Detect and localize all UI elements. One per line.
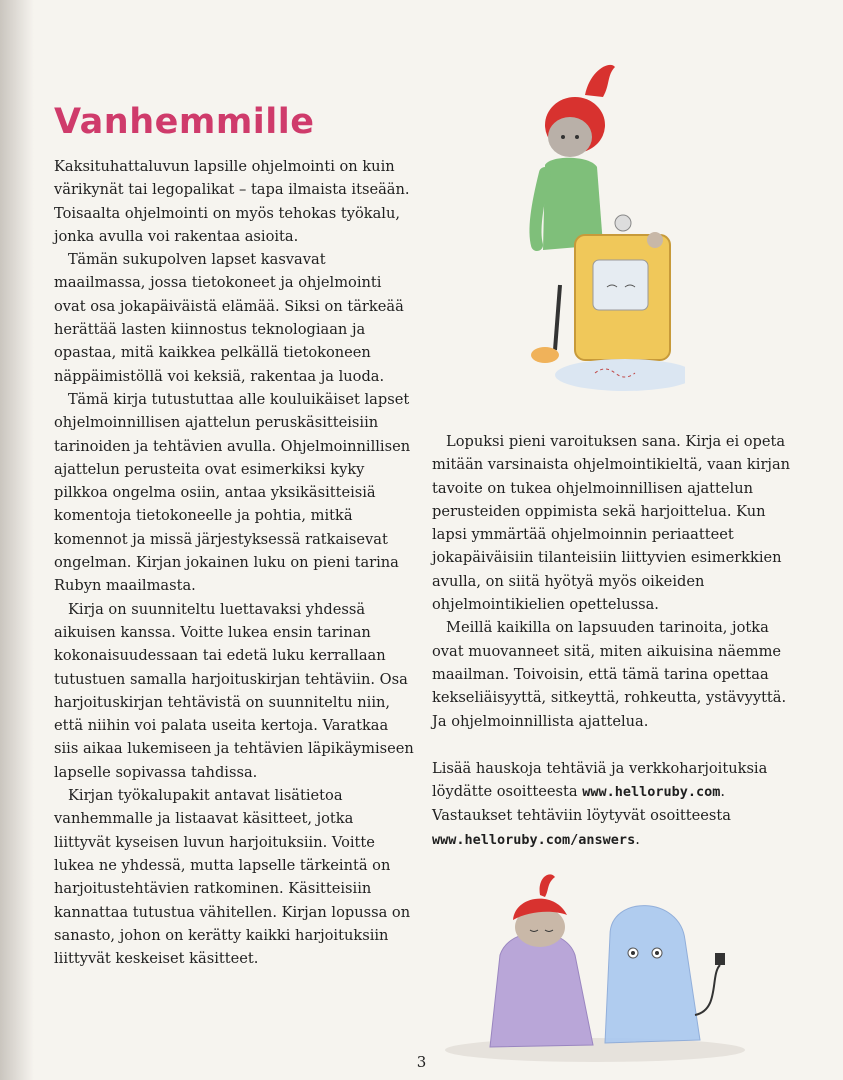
punctuation: . xyxy=(635,830,640,848)
illustration-ruby-with-ghost xyxy=(445,865,745,1065)
page-gutter-shadow xyxy=(0,0,34,1080)
page-title: Vanhemmille xyxy=(54,102,315,142)
links-paragraph xyxy=(432,757,792,852)
website-link[interactable]: www.helloruby.com xyxy=(582,784,721,801)
left-column xyxy=(54,155,414,970)
ponytail-icon xyxy=(585,65,615,97)
paragraph: Tämä kirja tutustuttaa alle kouluikäiset lapset ohjelmoinnillisen ajattelun peruskäsitteisiin tarinoiden ja tehtävien avulla. Ohjelmoinnillisen ajattelun perusteita ovat esimerkiksi kyky pilkkoa ongelma osiin, antaa yksikäsitteisiä komentoja tietokoneelle ja pohtia, mitkä komennot ja missä järjestyksessä ratkaisevat ongelman. Kirjan jokainen luku on pieni tarina Rubyn maailmasta. xyxy=(54,390,411,595)
links-text-2: Vastaukset tehtäviin löytyvät osoitteesta xyxy=(432,807,731,825)
ghost-icon xyxy=(605,906,700,1043)
illustration-ruby-with-robot xyxy=(515,55,685,400)
plug-icon xyxy=(715,953,725,965)
paragraph: Meillä kaikilla on lapsuuden tarinoita, jotka ovat muovanneet sitä, miten aikuisina näemme maailman. Toivoisin, että tämä tarina opettaa kekseliäisyyttä, sitkeyttä, rohkeutta, ystävyyttä. Ja ohjelmoinnillista ajattelua. xyxy=(432,619,787,730)
paragraph: Lopuksi pieni varoituksen sana. Kirja ei opeta mitään varsinaista ohjelmointikieltä, vaan kirjan tavoite on tukea ohjelmoinnillisen ajattelun perusteiden oppimista sekä harjoittelua. Kun lapsi ymmärtää ohjelmoinnin periaatteet jokapäiväisiin tilanteisiin liittyvien esimerkkien avulla, on siitä hyötyä myös oikeiden ohjelmointikielien opettelussa. xyxy=(432,433,791,614)
map-shadow-icon xyxy=(555,359,685,391)
ponytail-icon xyxy=(540,874,555,897)
blanket-icon xyxy=(490,933,593,1048)
answers-link[interactable]: www.helloruby.com/answers xyxy=(432,831,636,848)
face-icon xyxy=(548,117,592,157)
page-number: 3 xyxy=(416,1053,427,1071)
paragraph: Kirja on suunniteltu luettavaksi yhdessä aikuisen kanssa. Voitte lukea ensin tarinan kokonaisuudessaan tai edetä luku kerrallaan tutustuen samalla harjoituskirjan tehtäviin. Osa harjoituskirjan tehtävistä on suunniteltu niin, että niihin voi palata useita kertoja. Varatkaa siis aikaa lukemiseen ja tehtävien läpikäymiseen lapselle sopivassa tahdissa. xyxy=(54,600,414,781)
punctuation: . xyxy=(720,783,725,801)
paragraph: Tämän sukupolven lapset kasvavat maailmassa, jossa tietokoneet ja ohjelmointi ovat osa jokapäiväistä elämää. Siksi on tärkeää herättää lasten kiinnostus teknologiaan ja opastaa, mitä kaikkea pelkällä tietokoneen näppäimistöllä voi keksiä, rakentaa ja luoda. xyxy=(54,251,404,385)
shoe-icon xyxy=(531,347,559,363)
links-text-1: Lisää hauskoja tehtäviä ja verkkoharjoituksia löydätte osoitteesta xyxy=(432,759,768,801)
paragraph: Kirjan työkalupakit antavat lisätietoa vanhemmalle ja listaavat käsitteet, jotka liittyvät kyseisen luvun harjoituksiin. Voitte lukea ne yhdessä, mutta lapselle tärkeintä on harjoitustehtävien ratkominen. Käsitteisiin kannattaa tutustua vähitellen. Kirjan lopussa on sanasto, johon on kerätty kaikki harjoituksiin liittyvät keskeiset käsitteet. xyxy=(54,787,411,968)
cable-icon xyxy=(695,965,720,1015)
robot-screen-icon xyxy=(593,260,648,310)
right-column xyxy=(432,430,792,852)
paragraph: Kaksituhattaluvun lapsille ohjelmointi on kuin värikynät tai legopalikat – tapa ilmaista itseään. Toisaalta ohjelmointi on myös tehokas työkalu, jonka avulla voi rakentaa asioita. xyxy=(54,158,410,245)
